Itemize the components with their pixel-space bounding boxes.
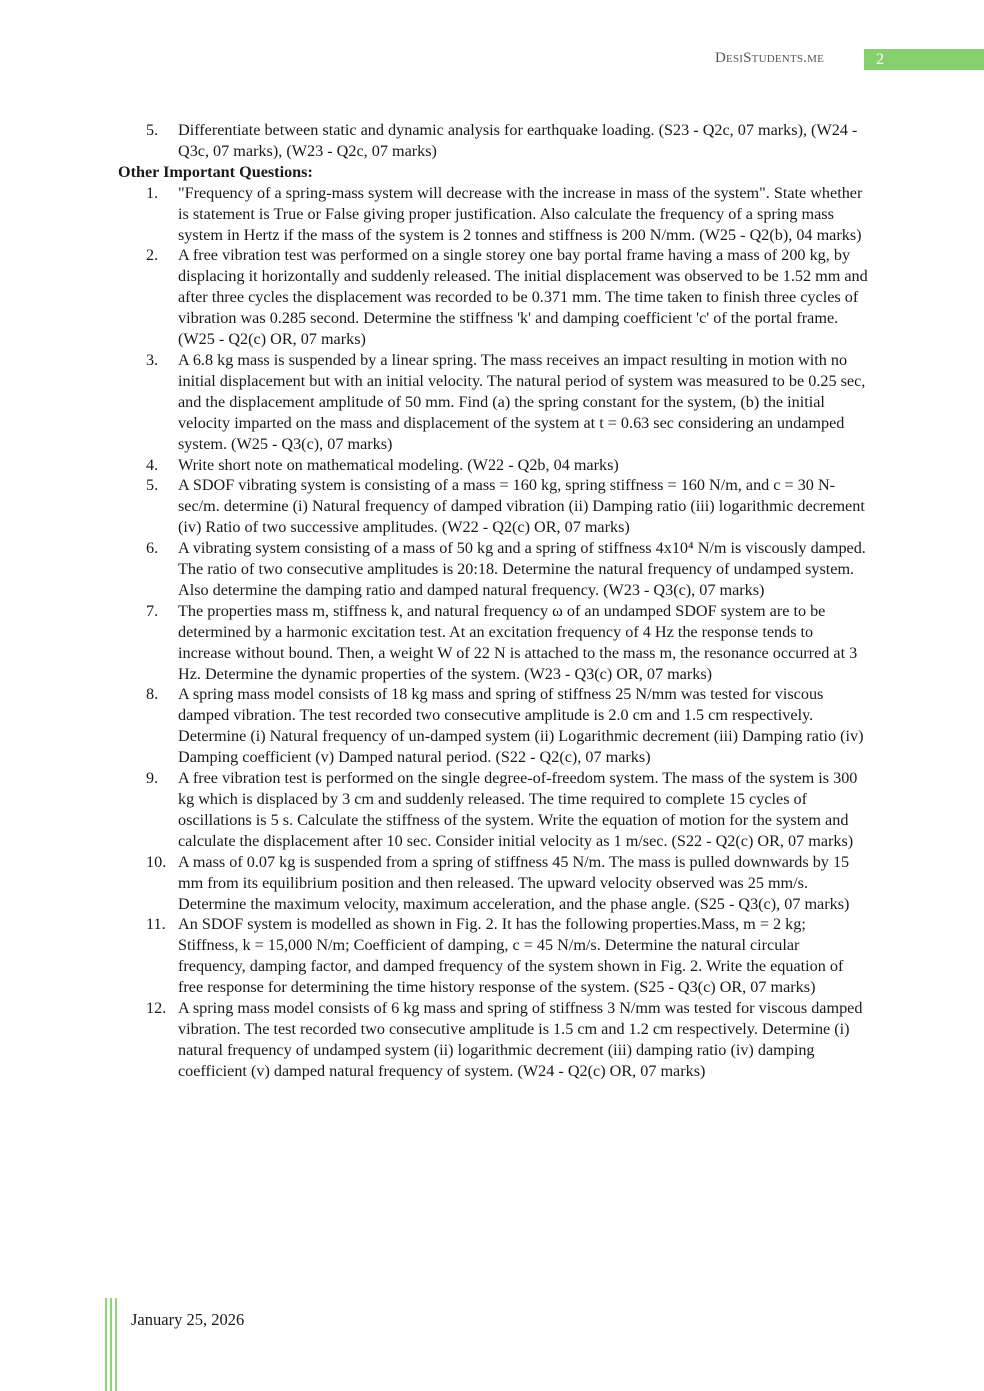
list-item (118, 120, 868, 162)
question-number: 5. (146, 476, 159, 495)
item-text: Differentiate between static and dynamic analysis for earthquake loading. (S23 - Q2c, 07 marks), (W24 - Q3c, 07 marks), (W23 - Q2c, 07 marks) (178, 121, 858, 160)
question-text: A mass of 0.07 kg is suspended from a spring of stiffness 45 N/m. The mass is pulled downwards by 15 mm from its equilibrium position and then released. The upward velocity observed was 25 mm/s. Determine the maximum velocity, maximum acceleration, and the phase angle. (S25 - Q3(c), 07 marks) (178, 852, 850, 913)
question-text: A free vibration test is performed on the single degree-of-freedom system. The mass of the system is 300 kg which is displaced by 3 cm and suddenly released. The time required to complete 15 cycles of oscillations is 5 s. Calculate the stiffness of the system. Write the equation of motion for the system and calculate the displacement after 10 sec. Consider initial velocity as 1 m/sec. (S22 - Q2(c) OR, 07 marks) (178, 769, 858, 850)
question-number: 12. (146, 999, 167, 1018)
question-number: 6. (146, 539, 159, 558)
question-text: A 6.8 kg mass is suspended by a linear spring. The mass receives an impact resulting in motion with no initial displacement but with an initial velocity. The natural period of system was measured to be 0.25 sec, and the displacement amplitude of 50 mm. Find (a) the spring constant for the system, (b) the initial velocity imparted on the mass and displacement of the system at t = 0.63 sec considering an undamped system. (W25 - Q3(c), 07 marks) (178, 350, 866, 453)
question-item (118, 475, 868, 538)
question-item (118, 538, 868, 601)
question-number: 3. (146, 350, 159, 369)
question-number: 7. (146, 601, 159, 620)
footer-decoration-lines (105, 1298, 119, 1391)
item-number: 5. (146, 121, 159, 139)
question-number: 2. (146, 246, 159, 265)
question-text: A vibrating system consisting of a mass of 50 kg and a spring of stiffness 4x10⁴ N/m is viscously damped. The ratio of two consecutive amplitudes is 20:18. Determine the natural frequency of undamped system. Also determine the damping ratio and damped natural frequency. (W23 - Q3(c), 07 marks) (178, 539, 866, 599)
question-number: 10. (146, 852, 167, 871)
question-text: A free vibration test was performed on a single storey one bay portal frame having a mass of 200 kg, by displacing it horizontally and suddenly released. The initial displacement was observed to be 1.52 mm and after three cycles the displacement was recorded to be 0.371 mm. The time taken to finish three cycles of vibration was 0.285 second. Determine the stiffness 'k' and damping coefficient 'c' of the portal frame. (W25 - Q2(c) OR, 07 marks) (178, 246, 868, 349)
question-item (118, 998, 868, 1082)
question-list (118, 183, 868, 1082)
question-item (118, 852, 868, 915)
question-text: A spring mass model consists of 6 kg mass and spring of stiffness 3 N/mm was tested for viscous damped vibration. The test recorded two consecutive amplitude is 1.5 cm and 1.2 cm respectively. Determine (i) natural frequency of undamped system (ii) logarithmic decrement (iii) damping ratio (iv) damping coefficient (v) damped natural frequency of system. (W24 - Q2(c) OR, 07 marks) (178, 999, 863, 1080)
question-text: The properties mass m, stiffness k, and natural frequency ω of an undamped SDOF system are to be determined by a harmonic excitation test. At an excitation frequency of 4 Hz the response tends to increase without bound. Then, a weight W of 22 N is attached to the mass m, the resonance occurred at 3 Hz. Determine the dynamic properties of the system. (W23 - Q3(c) OR, 07 marks) (178, 601, 858, 683)
question-number: 1. (146, 183, 159, 202)
question-item (118, 768, 868, 852)
question-number: 4. (146, 455, 159, 474)
question-item (118, 601, 868, 685)
question-item (118, 455, 868, 476)
document-body (118, 120, 868, 1082)
page-number-badge: 2 (864, 49, 984, 70)
question-number: 9. (146, 769, 159, 788)
question-item (118, 183, 868, 246)
question-item (118, 684, 868, 768)
section-title: Other Important Questions: (118, 162, 313, 181)
question-text: A SDOF vibrating system is consisting of a mass = 160 kg, spring stiffness = 160 N/m, and c = 30 N-sec/m. determine (i) Natural frequency of damped vibration (ii) Damping ratio (iii) logarithmic decrement (iv) Ratio of two successive amplitudes. (W22 - Q2(c) OR, 07 marks) (178, 476, 865, 537)
question-item (118, 350, 868, 455)
question-text: A spring mass model consists of 18 kg mass and spring of stiffness 25 N/mm was tested for viscous damped vibration. The test recorded two consecutive amplitude is 2.0 cm and 1.5 cm respectively. Determine (i) Natural frequency of un-damped system (ii) Logarithmic decrement (iii) Damping ratio (iv) Damping coefficient (v) Damped natural period. (S22 - Q2(c), 07 marks) (178, 685, 864, 767)
header-site-name: DesiStudents.me (715, 50, 825, 66)
question-text: "Frequency of a spring-mass system will decrease with the increase in mass of the system". State whether is statement is True or False giving proper justification. Also calculate the frequency of a spring mass system in Hertz if the mass of the system is 2 tonnes and stiffness is 200 N/mm. (W25 - Q2(b), 04 marks) (178, 183, 863, 244)
question-text: An SDOF system is modelled as shown in Fig. 2. It has the following properties.Mass, m = 2 kg; Stiffness, k = 15,000 N/m; Coefficient of damping, c = 45 N/m/s. Determine the natural circular frequency, damping factor, and damped frequency of the system shown in Fig. 2. Write the equation of free response for determining the time history response of the system. (S25 - Q3(c) OR, 07 marks) (178, 915, 844, 997)
question-text: Write short note on mathematical modeling. (W22 - Q2b, 04 marks) (178, 455, 619, 474)
footer-line (110, 1298, 112, 1391)
question-number: 8. (146, 685, 159, 704)
question-item (118, 914, 868, 998)
footer-line (115, 1298, 117, 1391)
question-item (118, 245, 868, 350)
question-number: 11. (146, 915, 166, 934)
footer-date: January 25, 2026 (131, 1310, 245, 1329)
footer-line (105, 1298, 107, 1391)
